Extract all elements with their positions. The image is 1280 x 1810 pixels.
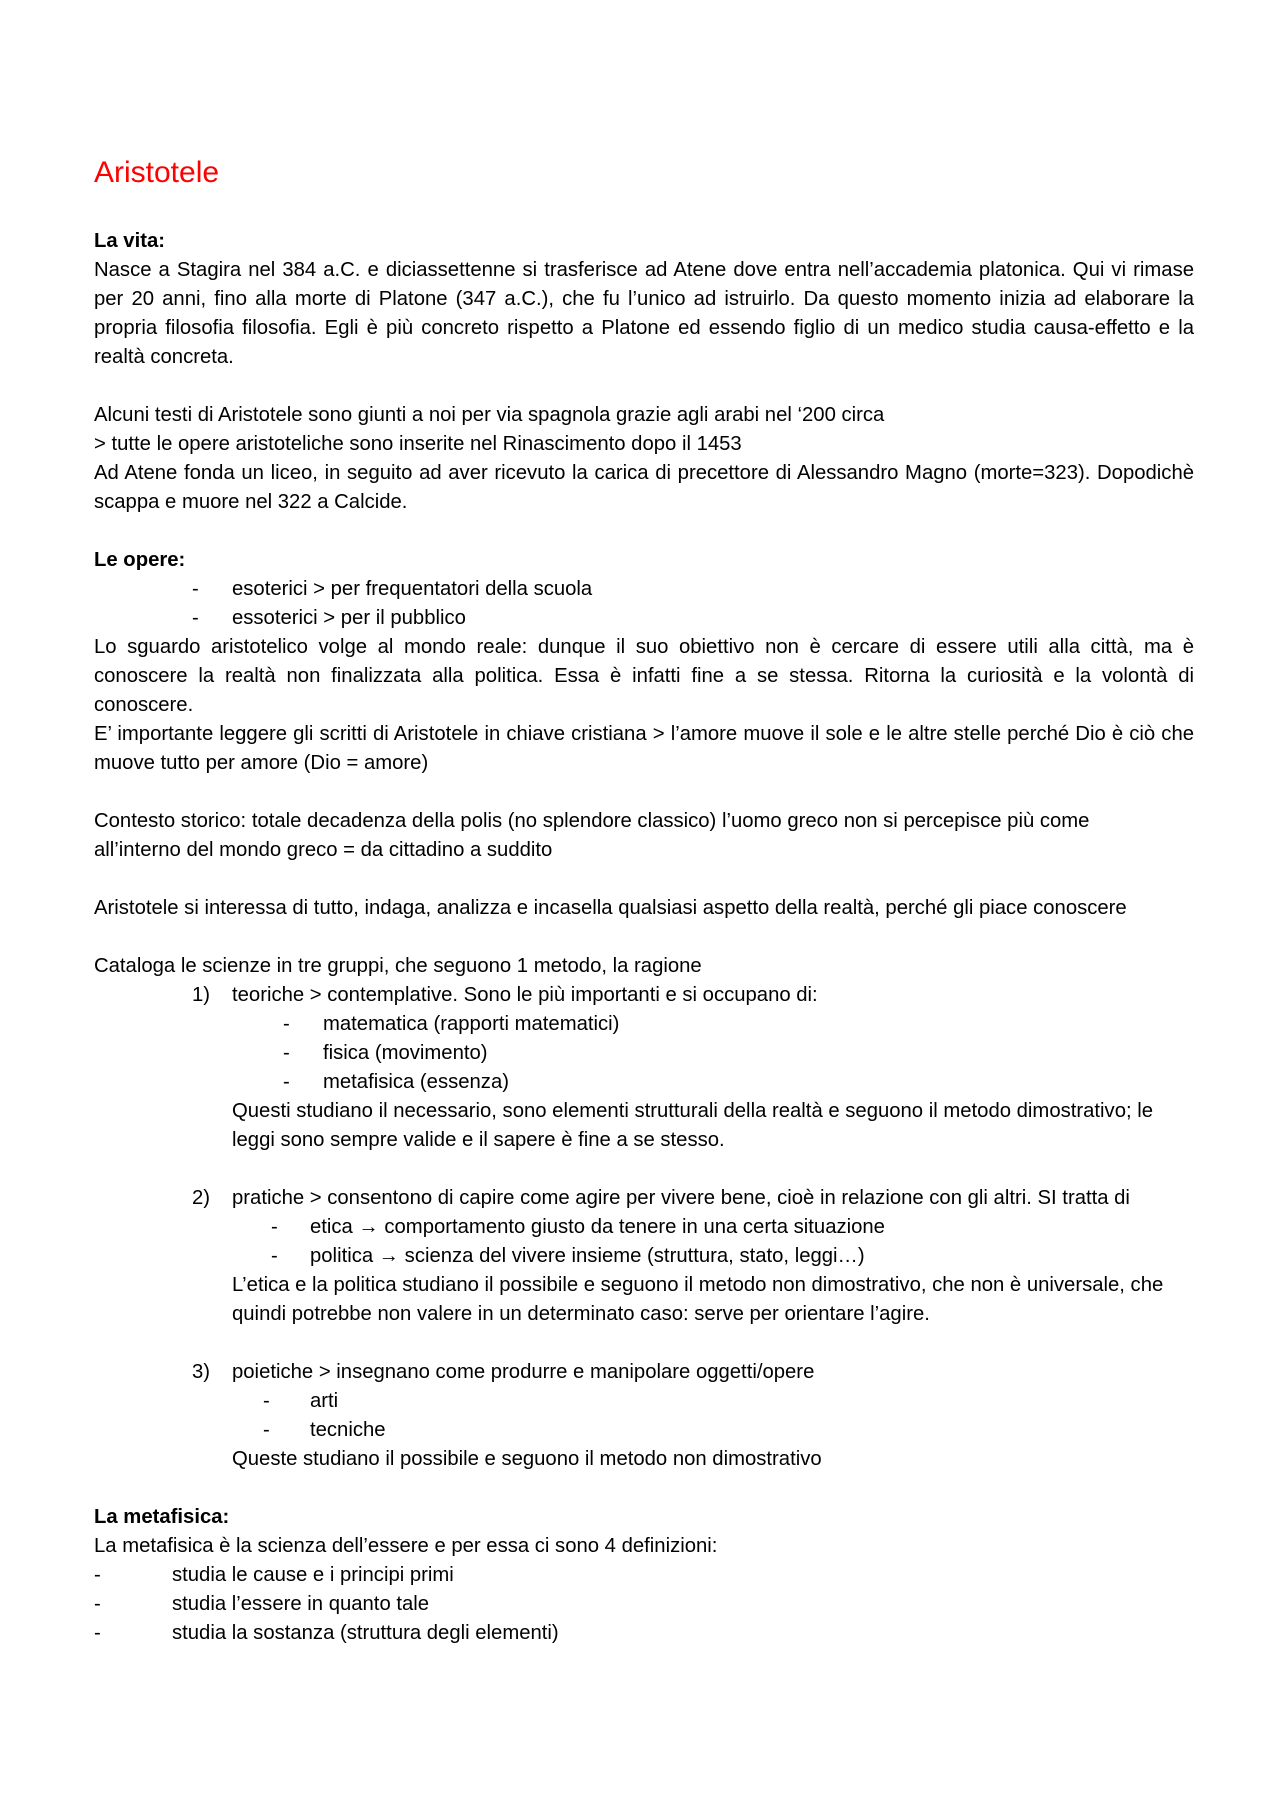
group-note: Questi studiano il necessario, sono elementi strutturali della realtà e seguono il metodo dimostrativo; le leggi sono sempre valide e il sapere è fine a se stesso.: [232, 1100, 1154, 1151]
bullet-dash: -: [192, 607, 199, 629]
bullet-dash: -: [271, 1216, 278, 1238]
list-item: [94, 575, 1194, 604]
bullet-dash: -: [192, 578, 199, 600]
group-note: Queste studiano il possibile e seguono il metodo non dimostrativo: [232, 1448, 822, 1470]
page-title: Aristotele: [94, 156, 220, 189]
section-heading-vita: La vita:: [94, 230, 166, 252]
bullet-dash: -: [283, 1042, 290, 1064]
item-label: pratiche > consentono di capire come agire per vivere bene, cioè in relazione con gli altri. SI tratta di: [232, 1187, 1130, 1209]
paragraph: Aristotele si interessa di tutto, indaga, analizza e incasella qualsiasi aspetto della realtà, perché gli piace conoscere: [94, 897, 1127, 919]
section-heading-opere: Le opere:: [94, 549, 186, 571]
list-item-text: matematica (rapporti matematici): [323, 1013, 620, 1035]
list-item: [94, 1416, 1194, 1445]
document-body: [94, 227, 1194, 1648]
list-item: [94, 1387, 1194, 1416]
list-item: [94, 1039, 1194, 1068]
list-item: [94, 1590, 1194, 1619]
bullet-dash: -: [94, 1622, 101, 1644]
list-item-text: essoterici > per il pubblico: [232, 607, 466, 629]
list-item-text: tecniche: [310, 1419, 386, 1441]
list-item: [94, 1010, 1194, 1039]
list-item-text: arti: [310, 1390, 339, 1412]
bullet-dash: -: [263, 1390, 270, 1412]
list-item-text: studia la sostanza (struttura degli elementi): [172, 1622, 559, 1644]
paragraph: Cataloga le scienze in tre gruppi, che seguono 1 metodo, la ragione: [94, 955, 702, 977]
item-number: 1): [192, 984, 211, 1006]
list-item-text: esoterici > per frequentatori della scuola: [232, 578, 593, 600]
paragraph: Ad Atene fonda un liceo, in seguito ad aver ricevuto la carica di precettore di Alessandro Magno (morte=323). Dopodichè scappa e muore nel 322 a Calcide.: [94, 462, 1194, 513]
item-label: poietiche > insegnano come produrre e manipolare oggetti/opere: [232, 1361, 815, 1383]
bullet-dash: -: [283, 1013, 290, 1035]
paragraph: Alcuni testi di Aristotele sono giunti a noi per via spagnola grazie agli arabi nel ‘200 circa: [94, 404, 885, 426]
numbered-item: [94, 1358, 1194, 1387]
paragraph: Lo sguardo aristotelico volge al mondo reale: dunque il suo obiettivo non è cercare di essere utili alla città, ma è conoscere la realtà non finalizzata alla politica. Essa è infatti fine a se stessa. Ritorna la curiosità e la volontà di conoscere.: [94, 636, 1194, 716]
list-item-text: fisica (movimento): [323, 1042, 488, 1064]
section-heading-metafisica: La metafisica:: [94, 1506, 230, 1528]
paragraph: Contesto storico: totale decadenza della polis (no splendore classico) l’uomo greco non si percepisce più come all’interno del mondo greco = da cittadino a suddito: [94, 810, 1090, 861]
bullet-dash: -: [263, 1419, 270, 1441]
item-number: 2): [192, 1187, 211, 1209]
paragraph: E’ importante leggere gli scritti di Aristotele in chiave cristiana > l’amore muove il sole e le altre stelle perché Dio è ciò che muove tutto per amore (Dio = amore): [94, 723, 1194, 774]
list-item-text: metafisica (essenza): [323, 1071, 509, 1093]
numbered-item: [94, 981, 1194, 1010]
paragraph: Nasce a Stagira nel 384 a.C. e diciassettenne si trasferisce ad Atene dove entra nell’accademia platonica. Qui vi rimase per 20 anni, fino alla morte di Platone (347 a.C.), che fu l’unico ad istruirlo. Da questo momento inizia ad elaborare la propria filosofia filosofia. Egli è più concreto rispetto a Platone ed essendo figlio di un medico studia causa-effetto e la realtà concreta.: [94, 259, 1194, 368]
list-item: [94, 604, 1194, 633]
item-label: teoriche > contemplative. Sono le più importanti e si occupano di:: [232, 984, 818, 1006]
list-item: [94, 1619, 1194, 1648]
paragraph: > tutte le opere aristoteliche sono inserite nel Rinascimento dopo il 1453: [94, 433, 742, 455]
list-item-text: politica → scienza del vivere insieme (struttura, stato, leggi…): [310, 1245, 865, 1267]
list-item: [94, 1561, 1194, 1590]
list-item: [94, 1242, 1194, 1271]
list-item: [94, 1213, 1194, 1242]
list-item-text: etica → comportamento giusto da tenere in una certa situazione: [310, 1216, 885, 1238]
item-number: 3): [192, 1361, 211, 1383]
bullet-dash: -: [94, 1564, 101, 1586]
bullet-dash: -: [94, 1593, 101, 1615]
list-item-text: studia l’essere in quanto tale: [172, 1593, 430, 1615]
numbered-item: [94, 1184, 1194, 1213]
group-note: L’etica e la politica studiano il possibile e seguono il metodo non dimostrativo, che non è universale, che quindi potrebbe non valere in un determinato caso: serve per orientare l’agire.: [232, 1274, 1164, 1325]
list-item: [94, 1068, 1194, 1097]
bullet-dash: -: [283, 1071, 290, 1093]
list-item-text: studia le cause e i principi primi: [172, 1564, 454, 1586]
paragraph: La metafisica è la scienza dell’essere e per essa ci sono 4 definizioni:: [94, 1535, 718, 1557]
bullet-dash: -: [271, 1245, 278, 1267]
